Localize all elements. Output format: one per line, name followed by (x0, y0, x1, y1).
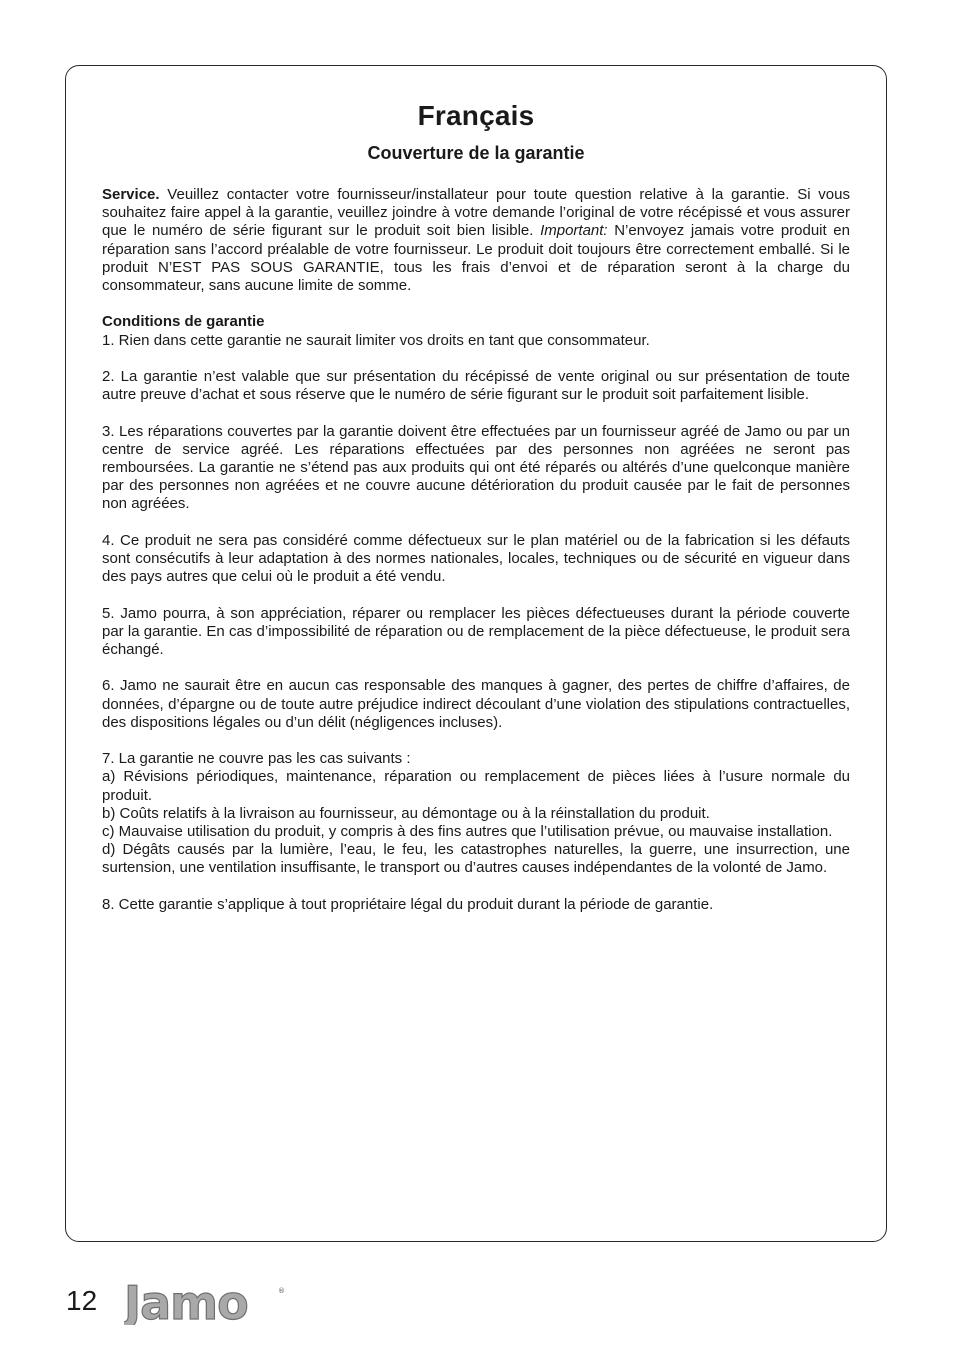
condition-item-7a: a) Révisions périodiques, maintenance, réparation ou remplacement de pièces liées à l’usure normale du produit. (102, 768, 850, 804)
important-label: Important: (540, 222, 608, 240)
condition-item-2: 2. La garantie n’est valable que sur présentation du récépissé de vente original ou sur présentation de toute autre preuve d’achat et sous réserve que le numéro de série figurant sur le produit soit parfaitement lisible. (102, 368, 850, 404)
service-label: Service. (102, 186, 160, 203)
condition-item-4: 4. Ce produit ne sera pas considéré comme défectueux sur le plan matériel ou de la fabrication si les défauts sont consécutifs à leur adaptation à des normes nationales, locales, techniques ou de sécurité en vigueur dans des pays autres que celui où le produit a été vendu. (102, 531, 850, 586)
condition-item-1: 1. Rien dans cette garantie ne saurait limiter vos droits en tant que consommateur. (102, 331, 650, 349)
condition-item-7d: d) Dégâts causés par la lumière, l’eau, le feu, les catastrophes naturelles, la guerre, une insurrection, une surtension, une ventilation insuffisante, le transport ou d’autres causes indépendantes de la volonté de Jamo. (102, 841, 850, 877)
svg-text:®: ® (278, 1287, 285, 1295)
condition-item-6: 6. Jamo ne saurait être en aucun cas responsable des manques à gagner, des pertes de chiffre d’affaires, de données, d’épargne ou de toute autre préjudice indirect découlant d’une violation des stipulations contractuelles, des dispositions légales ou d’un délit (négligences incluses). (102, 677, 850, 731)
condition-item-3: 3. Les réparations couvertes par la garantie doivent être effectuées par un fournisseur agréé de Jamo ou par un centre de service agréé. Les réparations effectuées par des personnes non agréées ne seront pas remboursées. La garantie ne s’étend pas aux produits qui ont été réparés ou altérés d’une quelconque manière par des personnes non agréées et ne couvre aucune détérioration du produit causée par le fait de personnes non agréées. (102, 422, 850, 513)
logo-wordmark: Jamo (124, 1281, 248, 1325)
warranty-body (102, 186, 850, 914)
warranty-content (102, 100, 850, 914)
conditions-heading: Conditions de garantie (102, 313, 265, 331)
page-title: Français (417, 100, 535, 131)
condition-item-7-intro: 7. La garantie ne couvre pas les cas suivants : (102, 750, 411, 768)
service-text-a: Veuillez contacter votre fournisseur/installateur pour toute question relative à la garantie. Si vous souhaitez faire appel à la garantie, veuillez joindre à votre demande l’original de votre récépissé et vous assurer que le numéro de série figurant sur le produit soit bien lisible. (102, 186, 850, 240)
condition-item-5: 5. Jamo pourra, à son appréciation, réparer ou remplacer les pièces défectueuses durant la période couverte par la garantie. En cas d’impossibilité de réparation ou de remplacement de la pièce défectueuse, le produit sera échangé. (102, 604, 850, 658)
service-text-b: N’envoyez jamais votre produit en réparation sans l’accord préalable de votre fournisseur. Le produit doit toujours être correctement emballé. Si le produit N’EST PAS SOUS GARANTIE, tous les frais d’envoi et de réparation seront à la charge du consommateur, sans aucune limite de somme. (102, 222, 850, 295)
page-subtitle: Couverture de la garantie (367, 143, 585, 163)
condition-item-7b: b) Coûts relatifs à la livraison au fournisseur, au démontage ou à la réinstallation du produit. (102, 804, 710, 822)
service-paragraph (102, 186, 850, 295)
condition-item-8: 8. Cette garantie s’applique à tout propriétaire légal du produit durant la période de garantie. (102, 895, 714, 913)
jamo-logo (124, 1281, 289, 1330)
condition-item-7c: c) Mauvaise utilisation du produit, y compris à des fins autres que l’utilisation prévue, ou mauvaise installation. (102, 823, 833, 840)
page-number: 12 (66, 1285, 98, 1316)
